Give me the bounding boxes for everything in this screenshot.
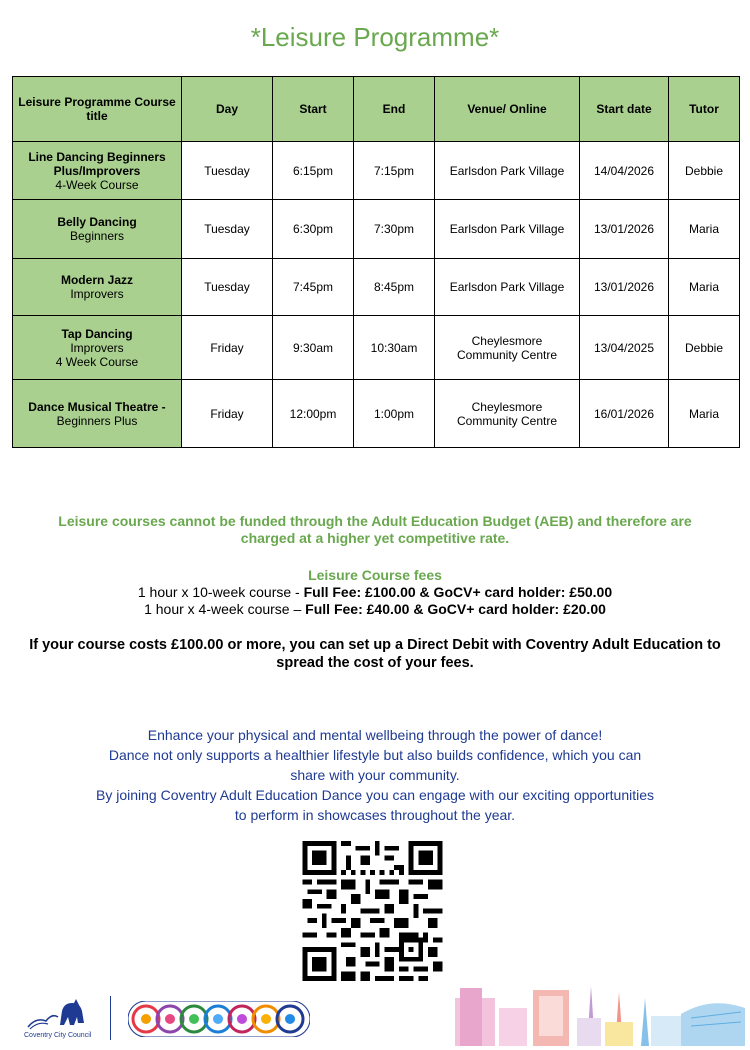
start-cell: 6:15pm [273, 142, 354, 200]
course-name: Line Dancing Beginners Plus/Improvers [28, 149, 166, 178]
funding-notice [20, 513, 730, 547]
header-venue: Venue/ Online [435, 77, 580, 142]
course-cell [13, 316, 182, 380]
promo-line: By joining Coventry Adult Education Dance you can engage with our exciting opportunities [95, 787, 654, 803]
day-cell: Tuesday [182, 142, 273, 200]
promo-line: to perform in showcases throughout the year. [234, 807, 516, 823]
course-duration: 4 Week Course [55, 354, 139, 369]
header-end: End [354, 77, 435, 142]
venue-name-line2: Community Centre [456, 413, 558, 428]
end-cell: 7:15pm [354, 142, 435, 200]
venue-cell [435, 316, 580, 380]
direct-debit-notice [8, 636, 742, 672]
start-cell: 6:30pm [273, 200, 354, 259]
course-cell [13, 259, 182, 316]
end-cell: 1:00pm [354, 380, 435, 448]
start-date-cell: 13/01/2026 [580, 200, 669, 259]
course-cell [13, 380, 182, 448]
table-row [13, 142, 740, 200]
course-cell [13, 142, 182, 200]
venue-cell [435, 380, 580, 448]
start-date-cell: 13/04/2025 [580, 316, 669, 380]
tutor-cell: Maria [669, 259, 740, 316]
start-cell: 9:30am [273, 316, 354, 380]
venue-name: Cheylesmore [471, 333, 543, 348]
fee-course-length: 1 hour x 4-week course – [144, 601, 306, 617]
venue-cell: Earlsdon Park Village [435, 259, 580, 316]
promo-line: share with your community. [290, 767, 460, 783]
day-cell: Friday [182, 316, 273, 380]
direct-debit-line: If your course costs £100.00 or more, you can set up a Direct Debit with Coventry Adult Education to [29, 637, 721, 653]
qr-code-icon[interactable] [301, 841, 444, 981]
fee-amounts: Full Fee: £40.00 & GoCV+ card holder: £20.00 [305, 601, 606, 617]
coventry-elephant-logo-icon [22, 995, 92, 1033]
tutor-cell: Maria [669, 200, 740, 259]
page-title: *Leisure Programme* [250, 22, 500, 52]
end-cell: 8:45pm [354, 259, 435, 316]
promo-text [20, 725, 730, 825]
fees-section [20, 567, 730, 618]
fee-amounts: Full Fee: £100.00 & GoCV+ card holder: £50.00 [303, 584, 613, 600]
course-level: Beginners Plus [56, 413, 138, 428]
start-date-cell: 13/01/2026 [580, 259, 669, 316]
course-level: Improvers [70, 287, 124, 301]
funding-notice-line: charged at a higher yet competitive rate. [240, 530, 510, 546]
venue-cell: Earlsdon Park Village [435, 142, 580, 200]
direct-debit-line: spread the cost of your fees. [276, 655, 474, 671]
venue-cell: Earlsdon Park Village [435, 200, 580, 259]
course-cell [13, 200, 182, 259]
start-date-cell: 14/04/2026 [580, 142, 669, 200]
values-badges-icon [128, 1001, 310, 1037]
header-course-title: Leisure Programme Course title [13, 77, 182, 142]
table-row [13, 316, 740, 380]
city-skyline-icon [455, 978, 745, 1046]
end-cell: 7:30pm [354, 200, 435, 259]
venue-name-line2: Community Centre [456, 347, 558, 362]
course-name: Dance Musical Theatre - [28, 399, 166, 414]
table-row [13, 200, 740, 259]
fee-line-4-week [20, 601, 730, 618]
table-row [13, 380, 740, 448]
venue-name: Cheylesmore [471, 399, 543, 414]
course-name: Modern Jazz [60, 273, 133, 287]
tutor-cell: Maria [669, 380, 740, 448]
promo-line: Enhance your physical and mental wellbeing through the power of dance! [147, 727, 603, 743]
table-row [13, 259, 740, 316]
course-level: Improvers [70, 340, 124, 355]
start-date-cell: 16/01/2026 [580, 380, 669, 448]
table-header-row [13, 77, 740, 142]
fee-line-10-week [20, 584, 730, 601]
header-start-date: Start date [580, 77, 669, 142]
council-name: Coventry City Council [24, 1032, 92, 1039]
fees-heading: Leisure Course fees [308, 567, 442, 583]
footer-divider [110, 996, 111, 1040]
tutor-cell: Debbie [669, 142, 740, 200]
course-name: Belly Dancing [57, 215, 137, 229]
course-name: Tap Dancing [61, 326, 133, 341]
day-cell: Tuesday [182, 200, 273, 259]
course-table [12, 76, 740, 448]
header-start: Start [273, 77, 354, 142]
header-day: Day [182, 77, 273, 142]
course-level: Beginners [69, 229, 125, 243]
start-cell: 7:45pm [273, 259, 354, 316]
tutor-cell: Debbie [669, 316, 740, 380]
day-cell: Tuesday [182, 259, 273, 316]
fee-course-length: 1 hour x 10-week course - [137, 584, 304, 600]
start-cell: 12:00pm [273, 380, 354, 448]
end-cell: 10:30am [354, 316, 435, 380]
day-cell: Friday [182, 380, 273, 448]
promo-line: Dance not only supports a healthier lifestyle but also builds confidence, which you can [108, 747, 642, 763]
course-level: 4-Week Course [55, 177, 139, 192]
header-tutor: Tutor [669, 77, 740, 142]
funding-notice-line: Leisure courses cannot be funded through the Adult Education Budget (AEB) and therefore are [58, 513, 692, 529]
